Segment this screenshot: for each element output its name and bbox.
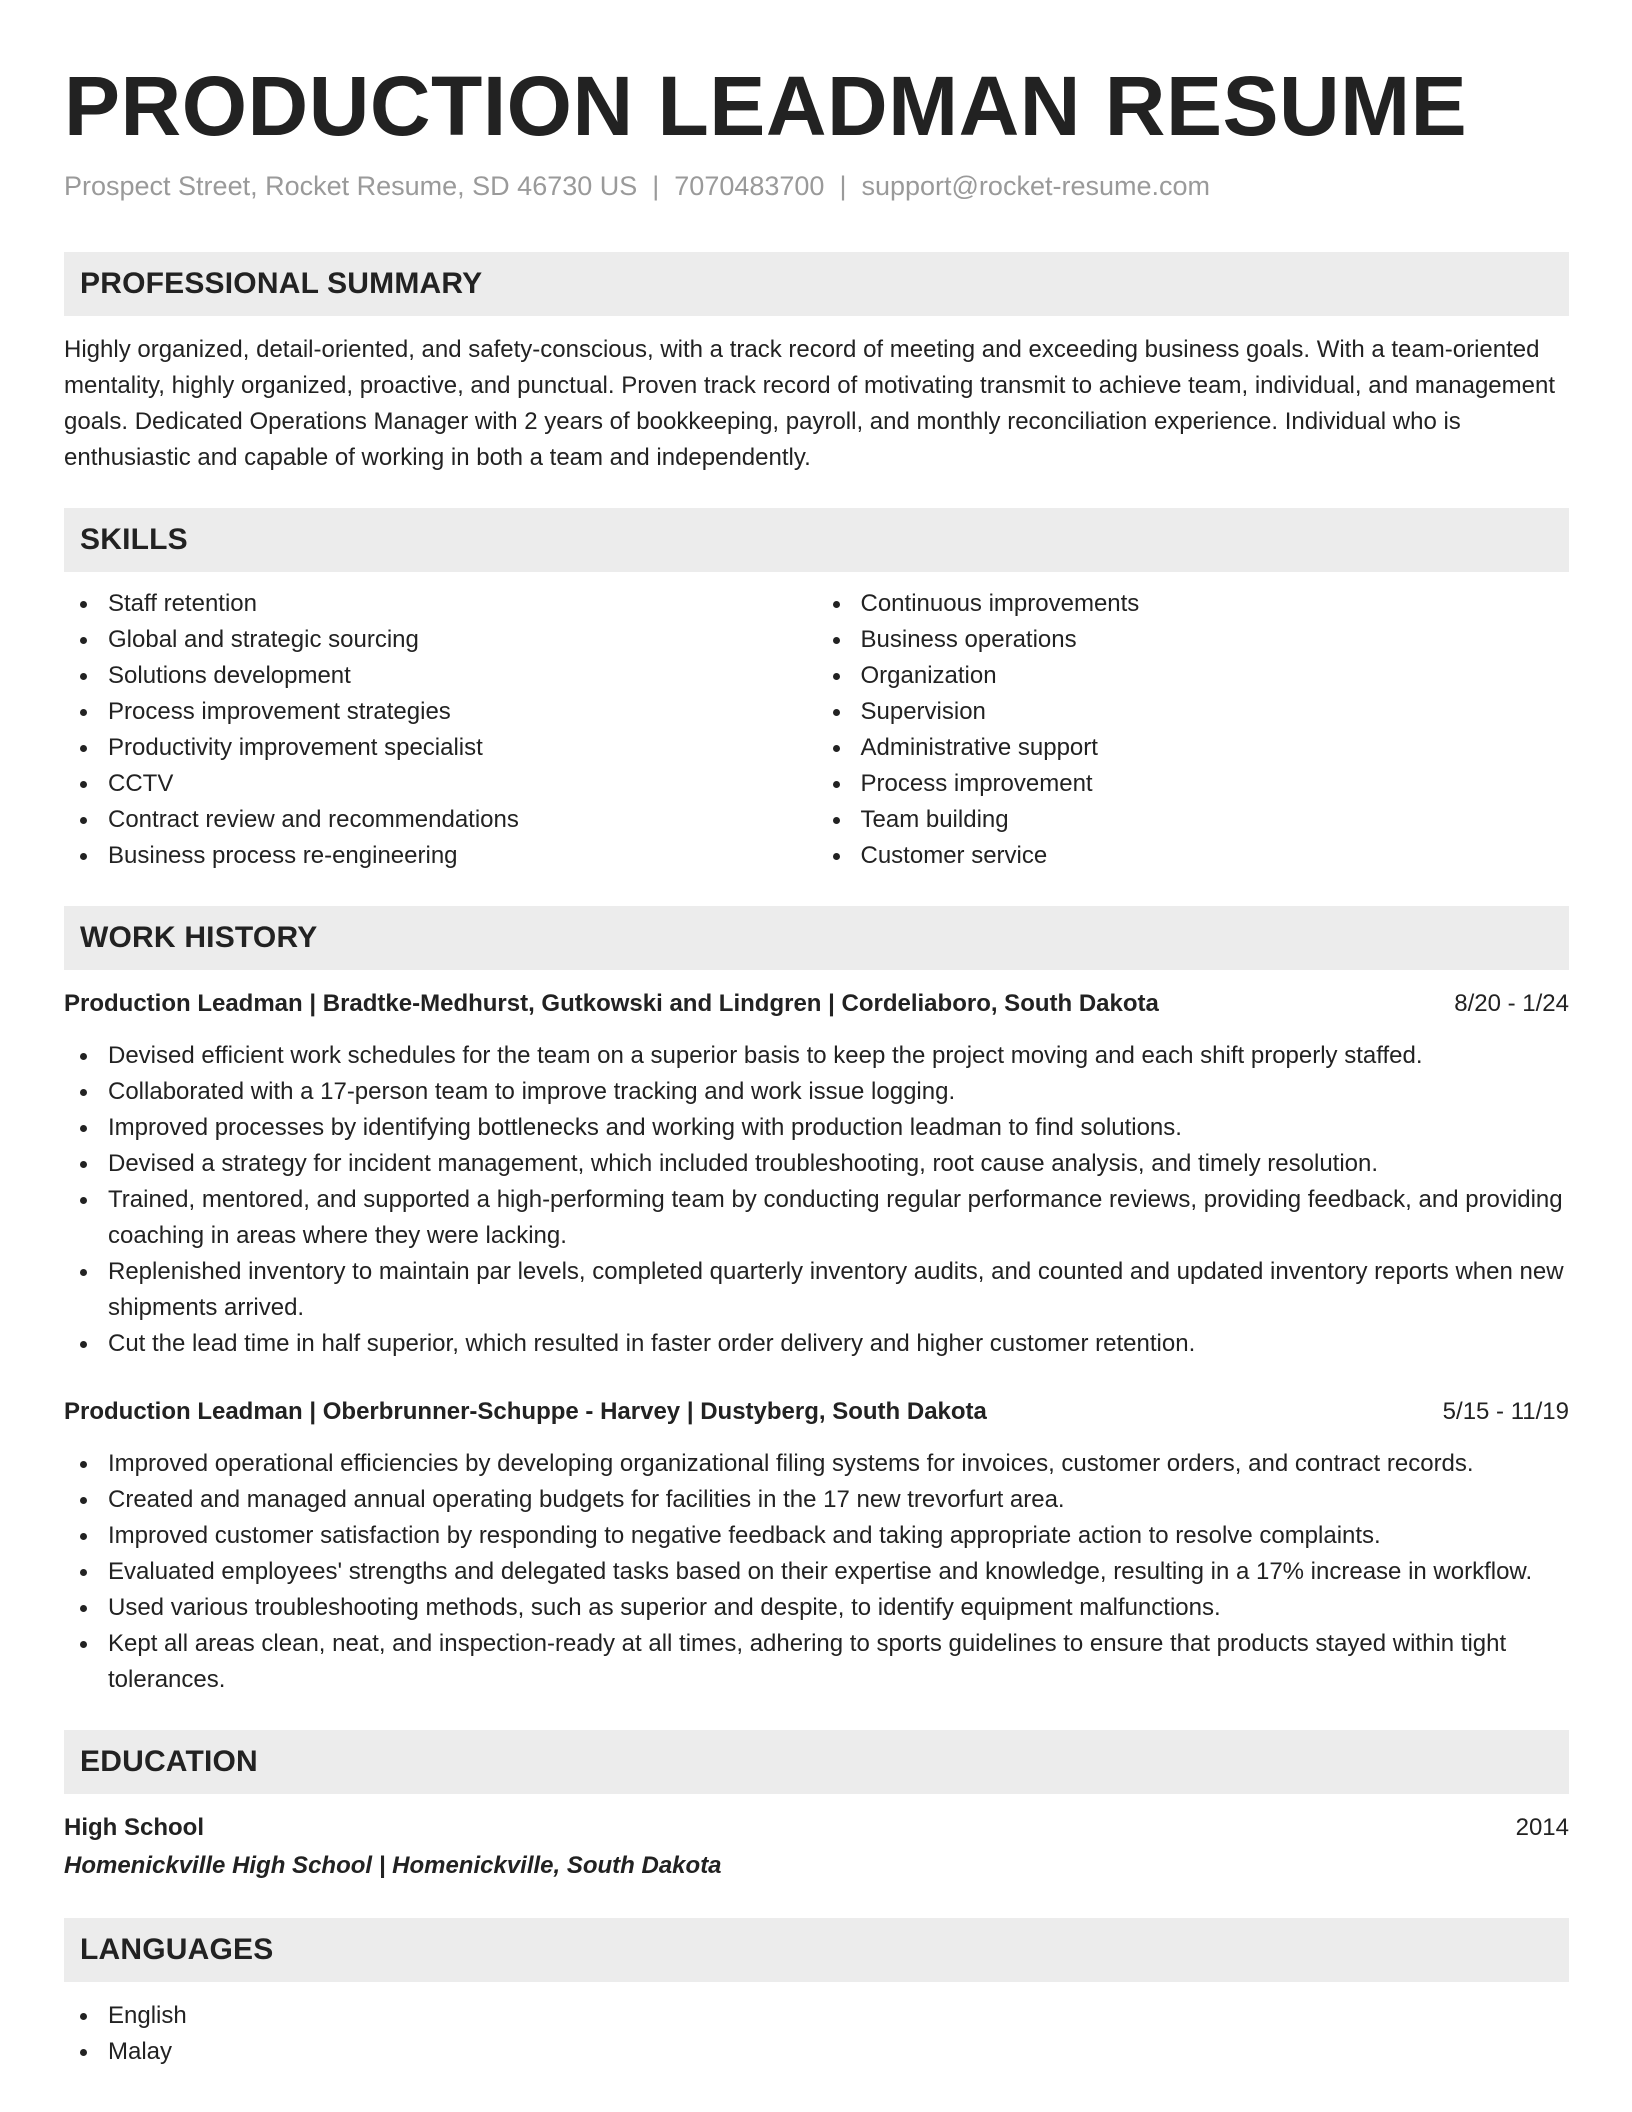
skills-list-right (817, 586, 1570, 874)
skill-item: Process improvement (817, 766, 1570, 802)
job-bullet: Devised a strategy for incident management, which included troubleshooting, root cause analysis, and timely resolution. (64, 1146, 1569, 1182)
contact-address: Prospect Street, Rocket Resume, SD 46730 US (64, 171, 638, 201)
skill-item: Supervision (817, 694, 1570, 730)
job-bullet: Kept all areas clean, neat, and inspection-ready at all times, adhering to sports guidelines to ensure that products stayed within tight tolerances. (64, 1626, 1569, 1698)
job-title: Production Leadman | Bradtke-Medhurst, Gutkowski and Lindgren | Cordeliaboro, South Dakota (64, 990, 1159, 1017)
job-bullet: Trained, mentored, and supported a high-performing team by conducting regular performance reviews, providing feedback, and providing coaching in areas where they were lacking. (64, 1182, 1569, 1254)
education-year: 2014 (1515, 1814, 1569, 1841)
education-header (64, 1810, 1569, 1846)
job-header (64, 986, 1569, 1022)
job-bullet: Evaluated employees' strengths and delegated tasks based on their expertise and knowledge, resulting in a 17% increase in workflow. (64, 1554, 1569, 1590)
job-bullet: Devised efficient work schedules for the team on a superior basis to keep the project moving and each shift properly staffed. (64, 1038, 1569, 1074)
education-school: Homenickville High School | Homenickville, South Dakota (64, 1852, 722, 1879)
section-heading-work-history: WORK HISTORY (64, 906, 1569, 970)
summary-text: Highly organized, detail-oriented, and safety-conscious, with a track record of meeting and exceeding business goals. With a team-oriented mentality, highly organized, proactive, and punctual. Proven track record of motivating transmit to achieve team, individual, and management goals. Dedicated Operations Manager with 2 years of bookkeeping, payroll, and monthly reconciliation experience. Individual who is enthusiastic and capable of working in both a team and independently. (64, 336, 1556, 471)
skill-item: Contract review and recommendations (64, 802, 817, 838)
job-bullet: Collaborated with a 17-person team to improve tracking and work issue logging. (64, 1074, 1569, 1110)
skill-item: Customer service (817, 838, 1570, 874)
job-bullet: Improved customer satisfaction by responding to negative feedback and taking appropriate action to resolve complaints. (64, 1518, 1569, 1554)
skills-columns (64, 586, 1569, 874)
skill-item: Business operations (817, 622, 1570, 658)
resume-title: PRODUCTION LEADMAN RESUME (64, 59, 1468, 153)
skill-item: Team building (817, 802, 1570, 838)
section-heading-languages: LANGUAGES (64, 1918, 1569, 1982)
contact-email: support@rocket-resume.com (861, 171, 1210, 201)
job-bullet: Improved operational efficiencies by developing organizational filing systems for invoices, customer orders, and contract records. (64, 1446, 1569, 1482)
job-bullet: Cut the lead time in half superior, which resulted in faster order delivery and higher customer retention. (64, 1326, 1569, 1362)
language-item: English (64, 1998, 1569, 2034)
contact-separator: | (839, 171, 847, 201)
skill-item: Administrative support (817, 730, 1570, 766)
skills-list-left (64, 586, 817, 874)
education-degree: High School (64, 1814, 204, 1841)
job-bullet-list (64, 1038, 1569, 1362)
language-item: Malay (64, 2034, 1569, 2070)
section-heading-summary: PROFESSIONAL SUMMARY (64, 252, 1569, 316)
section-heading-skills: SKILLS (64, 508, 1569, 572)
contact-separator: | (652, 171, 660, 201)
job-bullet: Replenished inventory to maintain par levels, completed quarterly inventory audits, and counted and updated inventory reports when new shipments arrived. (64, 1254, 1569, 1326)
contact-line (64, 170, 1569, 202)
skill-item: Business process re-engineering (64, 838, 817, 874)
skill-item: Solutions development (64, 658, 817, 694)
skill-item: Process improvement strategies (64, 694, 817, 730)
skill-item: Productivity improvement specialist (64, 730, 817, 766)
section-heading-education: EDUCATION (64, 1730, 1569, 1794)
job-title: Production Leadman | Oberbrunner-Schuppe - Harvey | Dustyberg, South Dakota (64, 1398, 987, 1425)
job-dates: 5/15 - 11/19 (1442, 1398, 1569, 1425)
job-bullet: Created and managed annual operating budgets for facilities in the 17 new trevorfurt area. (64, 1482, 1569, 1518)
job-bullet: Improved processes by identifying bottlenecks and working with production leadman to find solutions. (64, 1110, 1569, 1146)
skill-item: Staff retention (64, 586, 817, 622)
job-header (64, 1394, 1569, 1430)
job-bullet-list (64, 1446, 1569, 1698)
job-dates: 8/20 - 1/24 (1454, 990, 1569, 1017)
job-bullet: Used various troubleshooting methods, such as superior and despite, to identify equipment malfunctions. (64, 1590, 1569, 1626)
skill-item: Organization (817, 658, 1570, 694)
skill-item: CCTV (64, 766, 817, 802)
contact-phone: 7070483700 (674, 171, 825, 201)
languages-list (64, 1998, 1569, 2070)
skill-item: Continuous improvements (817, 586, 1570, 622)
skill-item: Global and strategic sourcing (64, 622, 817, 658)
